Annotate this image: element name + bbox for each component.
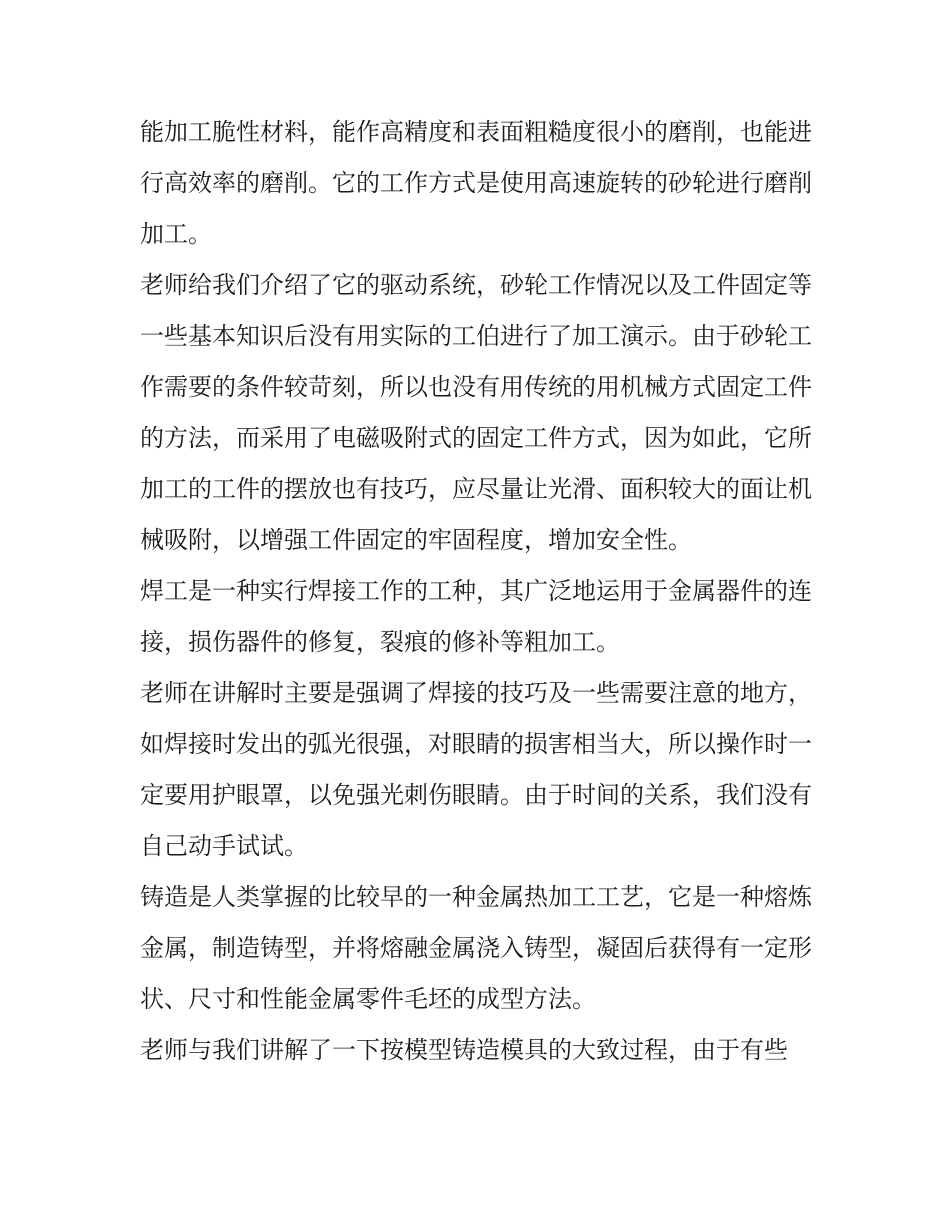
paragraph-welding-intro: 焊工是一种实行焊接工作的工种，其广泛地运用于金属器件的连接，损伤器件的修复，裂痕的修补等粗加工。 — [140, 577, 812, 656]
paragraph-grinding-demo: 老师给我们介绍了它的驱动系统，砂轮工作情况以及工件固定等一些基本知识后没有用实际的工伯进行了加工演示。由于砂轮工作需要的条件较苛刻，所以也没有用传统的用机械方式固定工件的方法，而采用了电磁吸附式的固定工件方式，因为如此，它所加工的工件的摆放也有技巧，应尽量让光滑、面积较大的面让机械吸附，以增强工件固定的牢固程度，增加安全性。 — [140, 271, 812, 554]
paragraph-grinding-intro: 能加工脆性材料，能作高精度和表面粗糙度很小的磨削，也能进行高效率的磨削。它的工作方式是使用高速旋转的砂轮进行磨削加工。 — [140, 118, 812, 248]
paragraph-casting-intro: 铸造是人类掌握的比较早的一种金属热加工工艺，它是一种熔炼金属，制造铸型，并将熔融金属浇入铸型，凝固后获得有一定形状、尺寸和性能金属零件毛坯的成型方法。 — [140, 883, 812, 1013]
paragraph-casting-process: 老师与我们讲解了一下按模型铸造模具的大致过程，由于有些 — [140, 1036, 788, 1064]
body-text — [140, 107, 812, 1076]
paragraph-welding-notes: 老师在讲解时主要是强调了焊接的技巧及一些需要注意的地方，如焊接时发出的弧光很强，对眼睛的损害相当大，所以操作时一定要用护眼罩，以免强光刺伤眼睛。由于时间的关系，我们没有自己动手试试。 — [140, 679, 812, 860]
